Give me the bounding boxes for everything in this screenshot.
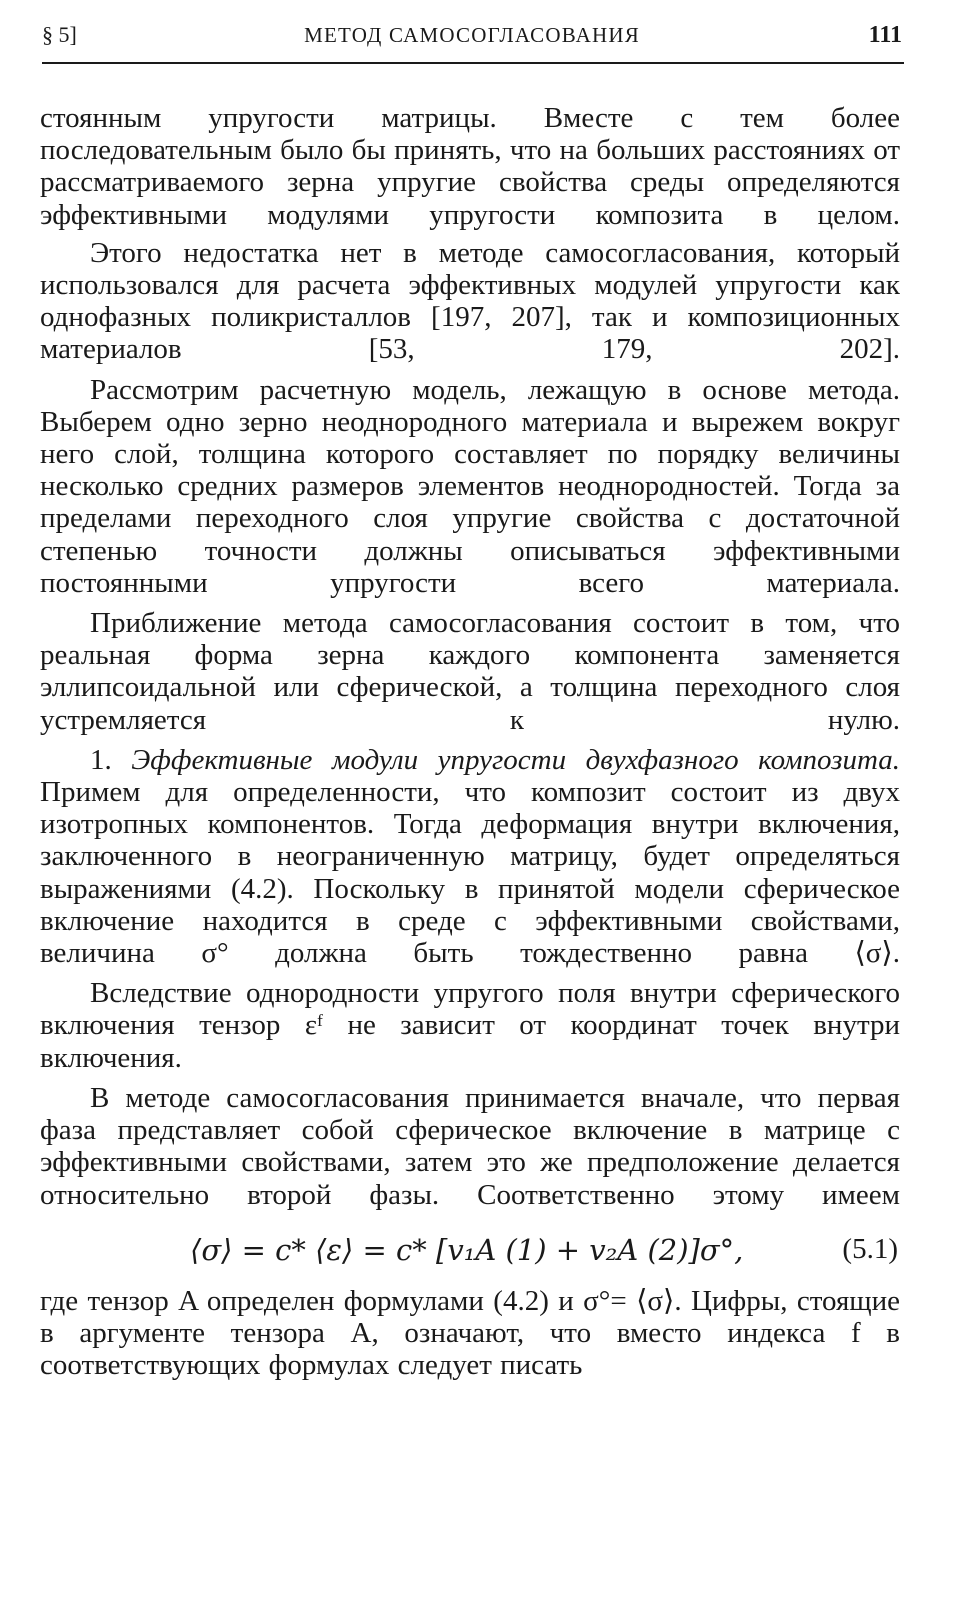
paragraph-continuation: стоянным упругости матрицы. Вместе с тем более последовательным было бы принять, что на больших расстояниях от рассматриваемого зерна упругие свойства среды определяются эффективными модулями упругости композита в целом.	[40, 102, 900, 231]
header-rule	[42, 62, 904, 64]
paragraph-approximation: Приближение метода самосогласования состоит в том, что реальная форма зерна каждого компонента заменяется эллипсоидальной или сферической, а толщина переходного слоя устремляется к нулю.	[40, 607, 900, 736]
paragraph-tensor-definition: где тензор A определен формулами (4.2) и σ°= ⟨σ⟩. Цифры, стоящие в аргументе тензора A, означают, что вместо индекса f в соответствующих формулах следует писать	[40, 1284, 900, 1382]
paragraph-uniform-field: Вследствие однородности упругого поля внутри сферического включения тензор εᶠ не зависит от координат точек внутри включения.	[40, 977, 900, 1074]
paragraph-two-phase-composite	[40, 744, 900, 969]
running-header	[42, 22, 902, 52]
italic-subheading: Эффективные модули упругости двухфазного композита.	[131, 743, 901, 776]
paragraph-self-consistent-method: Этого недостатка нет в методе самосогласования, который использовался для расчета эффективных модулей упругости как однофазных поликристаллов [197, 207], так и композиционных материалов [53, 179, 202].	[40, 236, 900, 366]
equation-number: (5.1)	[842, 1232, 898, 1265]
item-number: 1.	[90, 743, 112, 776]
section-marker: § 5]	[42, 22, 77, 47]
paragraph-computational-model: Рассмотрим расчетную модель, лежащую в основе метода. Выберем одно зерно неоднородного материала и вырежем вокруг него слой, толщина которого составляет по порядку величины несколько средних размеров элементов неоднородностей. Тогда за пределами переходного слоя упругие свойства с достаточной степенью точности должны описываться эффективными постоянными упругости всего материала.	[40, 373, 900, 599]
paragraph-phases: В методе самосогласования принимается вначале, что первая фаза представляет собой сферическое включение в матрице с эффективными свойствами, затем это же предположение делается относительно второй фазы. Соответственно этому имеем	[40, 1081, 900, 1211]
chapter-title: МЕТОД САМОСОГЛАСОВАНИЯ	[304, 23, 640, 47]
page-number: 111	[868, 22, 902, 48]
paragraph-two-phase-text: Примем для определенности, что композит состоит из двух изотропных компонентов. Тогда деформация внутри включения, заключенного в неограниченную матрицу, будет определяться выражениями (4.2). Поскольку в принятой модели сферическое включение находится в среде с эффективными свойствами, величина σ° должна быть тождественно равна ⟨σ⟩.	[40, 776, 900, 970]
body-text	[40, 102, 900, 1381]
equation-5-1	[40, 1227, 900, 1277]
equation-expression: ⟨σ⟩ = c* ⟨ε⟩ = c* [v₁A (1) + v₂A (2)]σ°,	[190, 1232, 744, 1267]
